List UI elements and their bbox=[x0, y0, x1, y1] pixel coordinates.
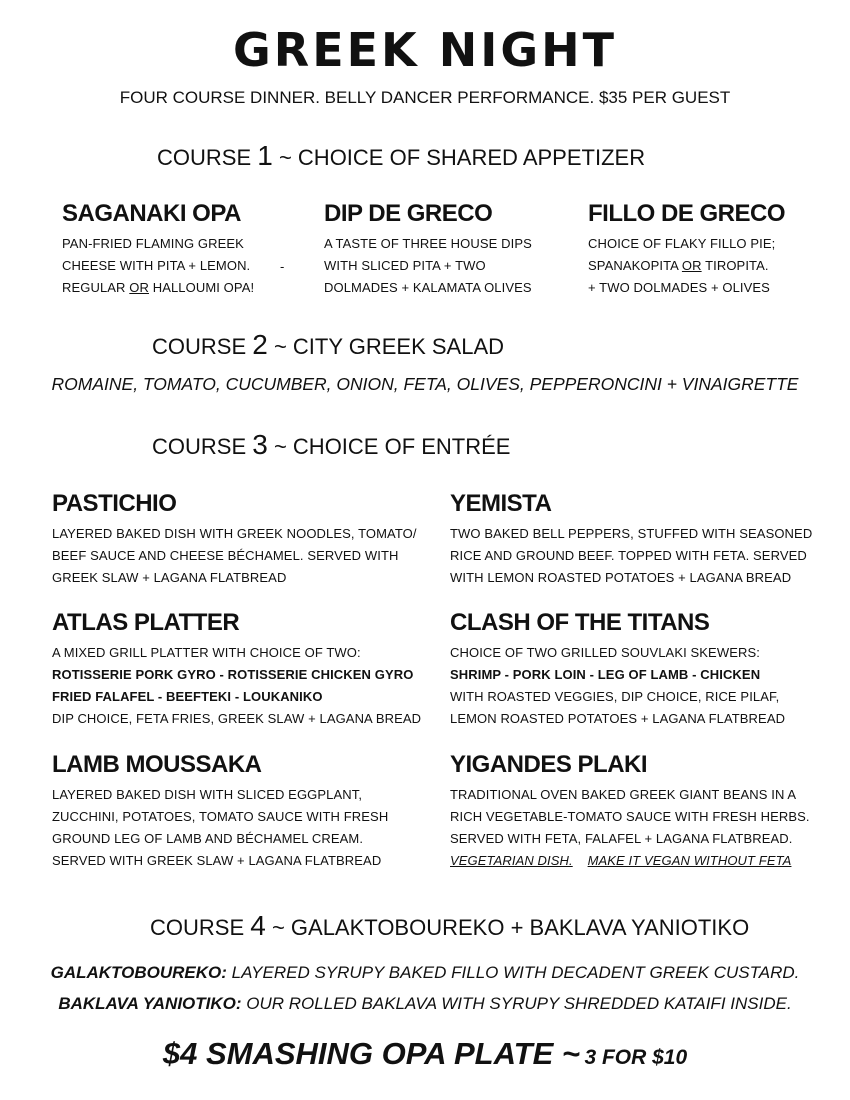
desc-line: DOLMADES + KALAMATA OLIVES bbox=[324, 280, 532, 295]
opa-plate-deal: 3 FOR $10 bbox=[584, 1046, 688, 1069]
item-description bbox=[52, 523, 417, 589]
desc-line: FRIED FALAFEL - BEEFTEKI - LOUKANIKO bbox=[52, 689, 323, 704]
desc-line: ROTISSERIE PORK GYRO - ROTISSERIE CHICKEN GYRO bbox=[52, 667, 414, 682]
desc-text: SPANAKOPITA bbox=[588, 258, 679, 273]
desc-line: + TWO DOLMADES + OLIVES bbox=[588, 280, 770, 295]
desc-line: SERVED WITH GREEK SLAW + LAGANA FLATBREAD bbox=[52, 853, 382, 868]
item-description bbox=[324, 233, 532, 299]
item-description bbox=[450, 523, 812, 589]
menu-item-lamb-moussaka bbox=[52, 750, 388, 872]
item-title: CLASH OF THE TITANS bbox=[450, 609, 710, 636]
course-title: ~ CITY GREEK SALAD bbox=[273, 334, 505, 359]
dessert-description: OUR ROLLED BAKLAVA WITH SYRUPY SHREDDED KATAIFI INSIDE. bbox=[246, 994, 792, 1013]
course-2-heading bbox=[152, 330, 504, 362]
desc-line: SERVED WITH FETA, FALAFEL + LAGANA FLATBREAD. bbox=[450, 831, 793, 846]
desc-line: WITH LEMON ROASTED POTATOES + LAGANA BREAD bbox=[450, 570, 792, 585]
menu-item-pastichio bbox=[52, 489, 417, 589]
desc-line bbox=[588, 255, 785, 277]
desc-line: WITH SLICED PITA + TWO bbox=[324, 258, 486, 273]
item-title: DIP DE GRECO bbox=[324, 200, 493, 227]
separator-dash: - bbox=[280, 259, 285, 274]
course-title: ~ CHOICE OF ENTRÉE bbox=[273, 434, 511, 459]
item-title: PASTICHIO bbox=[52, 490, 177, 517]
course-label: COURSE bbox=[157, 145, 252, 170]
course-4-heading bbox=[150, 911, 749, 943]
course-number: 4 bbox=[250, 910, 266, 941]
item-title: LAMB MOUSSAKA bbox=[52, 751, 262, 778]
course-label: COURSE bbox=[150, 915, 245, 940]
desc-line: TWO BAKED BELL PEPPERS, STUFFED WITH SEASONED bbox=[450, 526, 813, 541]
course-title: ~ GALAKTOBOUREKO + BAKLAVA YANIOTIKO bbox=[271, 915, 750, 940]
desc-line: SHRIMP - PORK LOIN - LEG OF LAMB - CHICKEN bbox=[450, 667, 761, 682]
underlined-word: OR bbox=[681, 258, 702, 273]
page-title: GREEK NIGHT bbox=[233, 23, 617, 77]
item-description bbox=[52, 784, 388, 872]
item-title: FILLO DE GRECO bbox=[588, 200, 785, 227]
vegan-note: MAKE IT VEGAN WITHOUT FETA bbox=[587, 853, 792, 868]
menu-item-atlas-platter bbox=[52, 608, 421, 730]
course-1-heading bbox=[157, 141, 645, 173]
opa-plate-price: $4 SMASHING OPA PLATE ~ bbox=[162, 1036, 580, 1071]
item-title: YEMISTA bbox=[450, 490, 552, 517]
desc-text: TIROPITA. bbox=[705, 258, 769, 273]
desc-line: GREEK SLAW + LAGANA FLATBREAD bbox=[52, 570, 287, 585]
course-label: COURSE bbox=[152, 434, 247, 459]
menu-item-yigandes-plaki bbox=[450, 750, 810, 872]
desc-line: CHEESE WITH PITA + LEMON. bbox=[62, 258, 251, 273]
desc-line bbox=[62, 277, 254, 299]
underlined-word: OR bbox=[129, 280, 149, 295]
desc-line: WITH ROASTED VEGGIES, DIP CHOICE, RICE PILAF, bbox=[450, 689, 780, 704]
course-title: ~ CHOICE OF SHARED APPETIZER bbox=[278, 145, 646, 170]
course-3-heading bbox=[152, 430, 511, 462]
dessert-label: GALAKTOBOUREKO: bbox=[50, 963, 227, 982]
vegetarian-note: VEGETARIAN DISH. bbox=[450, 853, 573, 868]
desc-line: BEEF SAUCE AND CHEESE BÉCHAMEL. SERVED WITH bbox=[52, 548, 399, 563]
dessert-label: BAKLAVA YANIOTIKO: bbox=[58, 994, 242, 1013]
desc-line: TRADITIONAL OVEN BAKED GREEK GIANT BEANS IN A bbox=[450, 787, 797, 802]
item-title: ATLAS PLATTER bbox=[52, 609, 240, 636]
menu-item-yemista bbox=[450, 489, 812, 589]
desc-line: ZUCCHINI, POTATOES, TOMATO SAUCE WITH FRESH bbox=[52, 809, 389, 824]
course-label: COURSE bbox=[152, 334, 247, 359]
course-number: 1 bbox=[257, 140, 273, 171]
dessert-galaktoboureko bbox=[0, 961, 850, 985]
desc-line: A MIXED GRILL PLATTER WITH CHOICE OF TWO: bbox=[52, 645, 361, 660]
desc-line: CHOICE OF FLAKY FILLO PIE; bbox=[588, 236, 776, 251]
menu-item-dip-de-greco bbox=[324, 199, 532, 299]
item-title: YIGANDES PLAKI bbox=[450, 751, 648, 778]
desc-line: DIP CHOICE, FETA FRIES, GREEK SLAW + LAGANA BREAD bbox=[52, 711, 422, 726]
desc-line: LAYERED BAKED DISH WITH GREEK NOODLES, TOMATO/ bbox=[52, 526, 417, 541]
item-title: SAGANAKI OPA bbox=[62, 200, 241, 227]
page-subtitle: FOUR COURSE DINNER. BELLY DANCER PERFORMANCE. $35 PER GUEST bbox=[119, 88, 731, 107]
desc-line: LEMON ROASTED POTATOES + LAGANA FLATBREAD bbox=[450, 711, 786, 726]
desc-text: REGULAR bbox=[62, 280, 126, 295]
item-description bbox=[588, 233, 785, 299]
menu-item-fillo-de-greco bbox=[588, 199, 785, 299]
course-number: 3 bbox=[252, 429, 268, 460]
opa-plate-offer bbox=[0, 1036, 850, 1072]
item-description bbox=[52, 642, 421, 730]
desc-line: A TASTE OF THREE HOUSE DIPS bbox=[324, 236, 532, 251]
desc-line: GROUND LEG OF LAMB AND BÉCHAMEL CREAM. bbox=[52, 831, 364, 846]
item-description bbox=[450, 784, 810, 872]
course-number: 2 bbox=[252, 329, 268, 360]
desc-text: HALLOUMI OPA! bbox=[152, 280, 255, 295]
dessert-description: LAYERED SYRUPY BAKED FILLO WITH DECADENT GREEK CUSTARD. bbox=[231, 963, 800, 982]
menu-item-saganaki bbox=[62, 199, 254, 299]
salad-description: ROMAINE, TOMATO, CUCUMBER, ONION, FETA, OLIVES, PEPPERONCINI + VINAIGRETTE bbox=[51, 374, 799, 394]
desc-line: CHOICE OF TWO GRILLED SOUVLAKI SKEWERS: bbox=[450, 645, 760, 660]
desc-line: PAN-FRIED FLAMING GREEK bbox=[62, 236, 244, 251]
desc-line: LAYERED BAKED DISH WITH SLICED EGGPLANT, bbox=[52, 787, 363, 802]
dessert-baklava bbox=[0, 992, 850, 1016]
menu-item-clash-of-the-titans bbox=[450, 608, 785, 730]
dietary-note bbox=[450, 850, 810, 872]
item-description bbox=[450, 642, 785, 730]
desc-line: RICE AND GROUND BEEF. TOPPED WITH FETA. SERVED bbox=[450, 548, 807, 563]
item-description bbox=[62, 233, 254, 299]
desc-line: RICH VEGETABLE-TOMATO SAUCE WITH FRESH HERBS. bbox=[450, 809, 810, 824]
